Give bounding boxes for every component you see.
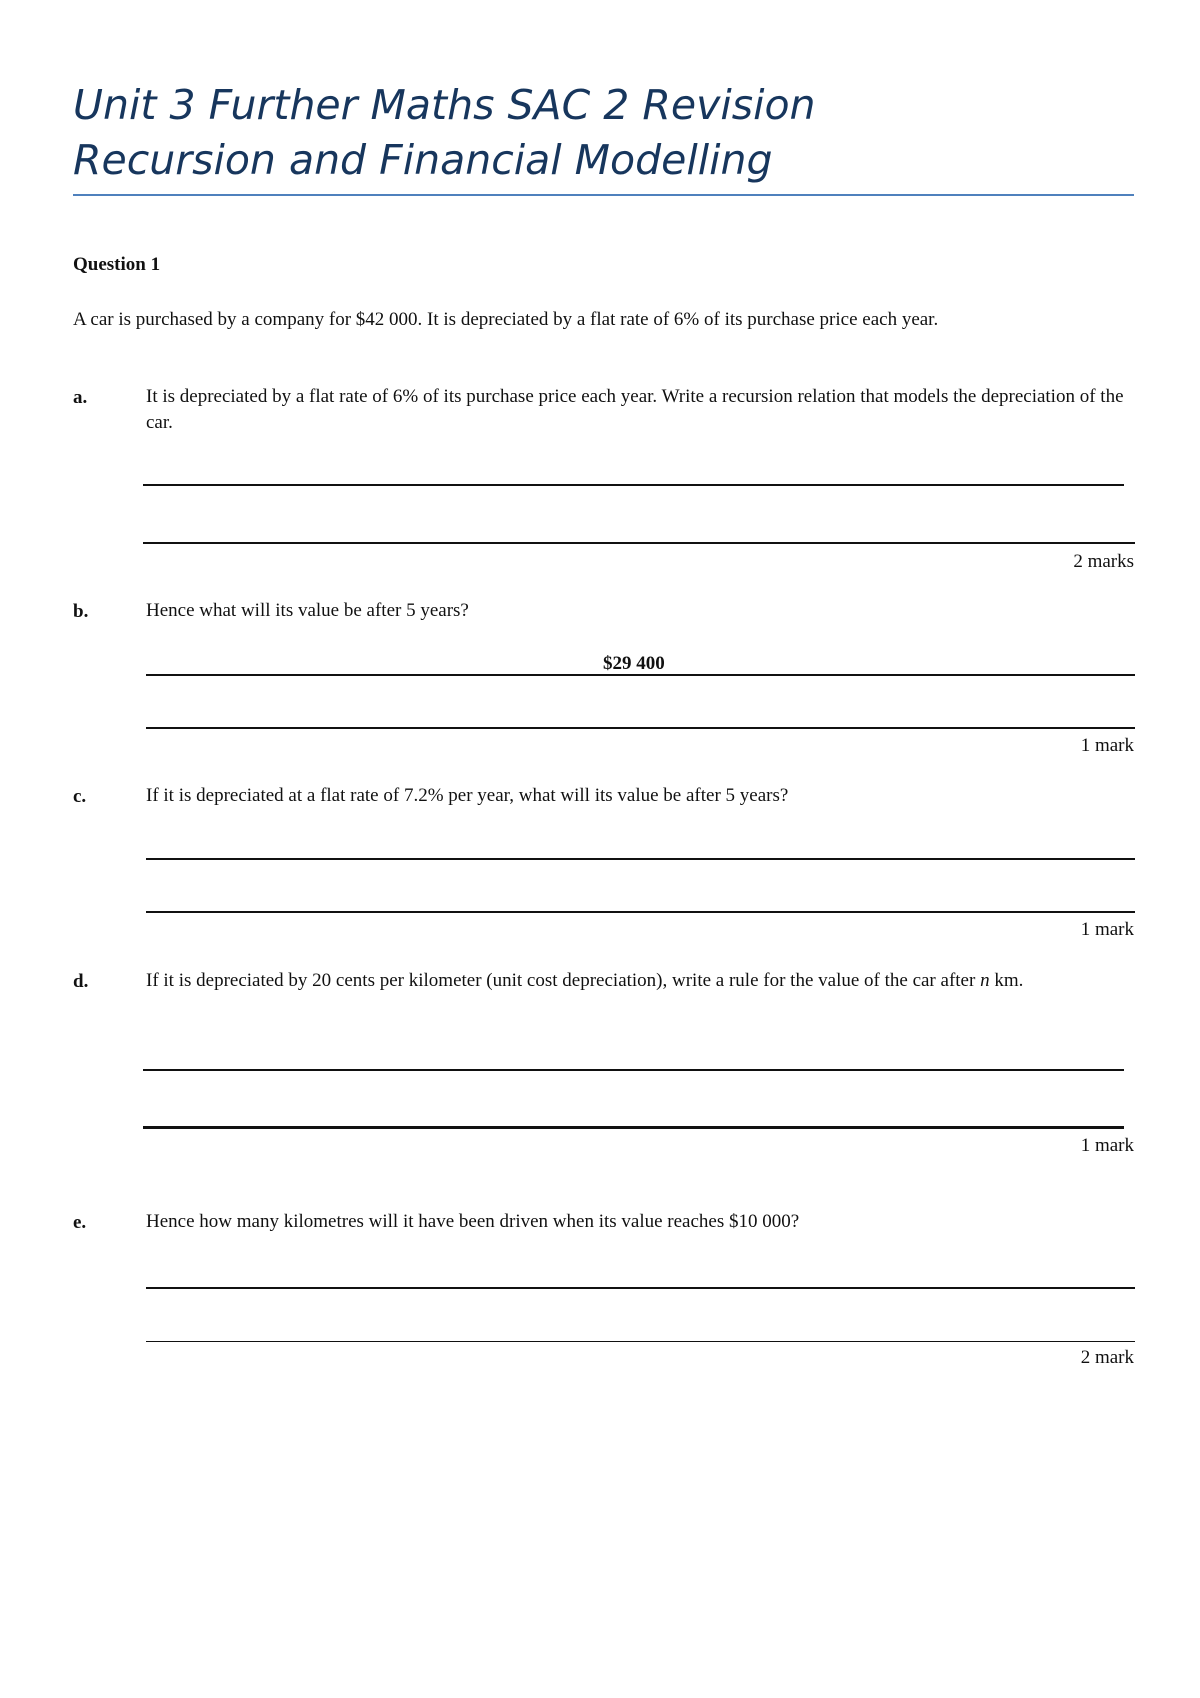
part-b-answer-line-2[interactable] — [146, 727, 1135, 729]
part-b-marks: 1 mark — [1080, 735, 1134, 756]
part-d-answer-line-1[interactable] — [143, 1069, 1124, 1071]
part-a-marks: 2 marks — [1073, 551, 1134, 572]
part-c-answer-line-2[interactable] — [146, 911, 1135, 913]
question-intro: A car is purchased by a company for $42 000. It is depreciated by a flat rate of 6% of its purchase price each year. — [73, 309, 939, 330]
part-e-text: Hence how many kilometres will it have been driven when its value reaches $10 000? — [146, 1211, 800, 1232]
part-d-text-after: km. — [989, 970, 1024, 991]
part-a-text: It is depreciated by a flat rate of 6% of its purchase price each year. Write a recursion relation that models the depreciation of the car. — [146, 386, 1124, 433]
part-e-letter: e. — [73, 1212, 87, 1233]
part-d-text-before: If it is depreciated by 20 cents per kilometer (unit cost depreciation), write a rule for the value of the car after — [146, 970, 981, 991]
part-d-answer-line-2[interactable] — [143, 1126, 1124, 1129]
document-title — [73, 78, 816, 188]
part-c-text: If it is depreciated at a flat rate of 7.2% per year, what will its value be after 5 years? — [146, 785, 789, 806]
part-c-marks: 1 mark — [1080, 919, 1134, 940]
part-a-answer-line-2[interactable] — [143, 542, 1135, 544]
part-e-answer-line-1[interactable] — [146, 1287, 1135, 1289]
question-heading: Question 1 — [73, 254, 161, 275]
part-d-text — [146, 968, 1131, 994]
part-b-text: Hence what will its value be after 5 years? — [146, 600, 469, 621]
part-d-marks: 1 mark — [1080, 1135, 1134, 1156]
part-b-answer-line-1[interactable] — [146, 674, 1135, 676]
title-underline — [73, 194, 1134, 196]
part-b-letter: b. — [73, 601, 89, 622]
part-c-answer-line-1[interactable] — [146, 858, 1135, 860]
part-d-letter: d. — [73, 971, 89, 992]
title-line-2: Recursion and Financial Modelling — [73, 136, 773, 184]
part-b-answer: $29 400 — [603, 653, 665, 674]
part-a-letter: a. — [73, 387, 88, 408]
part-e-marks: 2 mark — [1080, 1347, 1134, 1368]
part-e-answer-line-2[interactable] — [146, 1341, 1135, 1342]
part-d-variable: n — [980, 970, 990, 991]
title-line-1: Unit 3 Further Maths SAC 2 Revision — [73, 81, 816, 129]
part-a-answer-line-1[interactable] — [143, 484, 1124, 486]
part-c-letter: c. — [73, 786, 87, 807]
